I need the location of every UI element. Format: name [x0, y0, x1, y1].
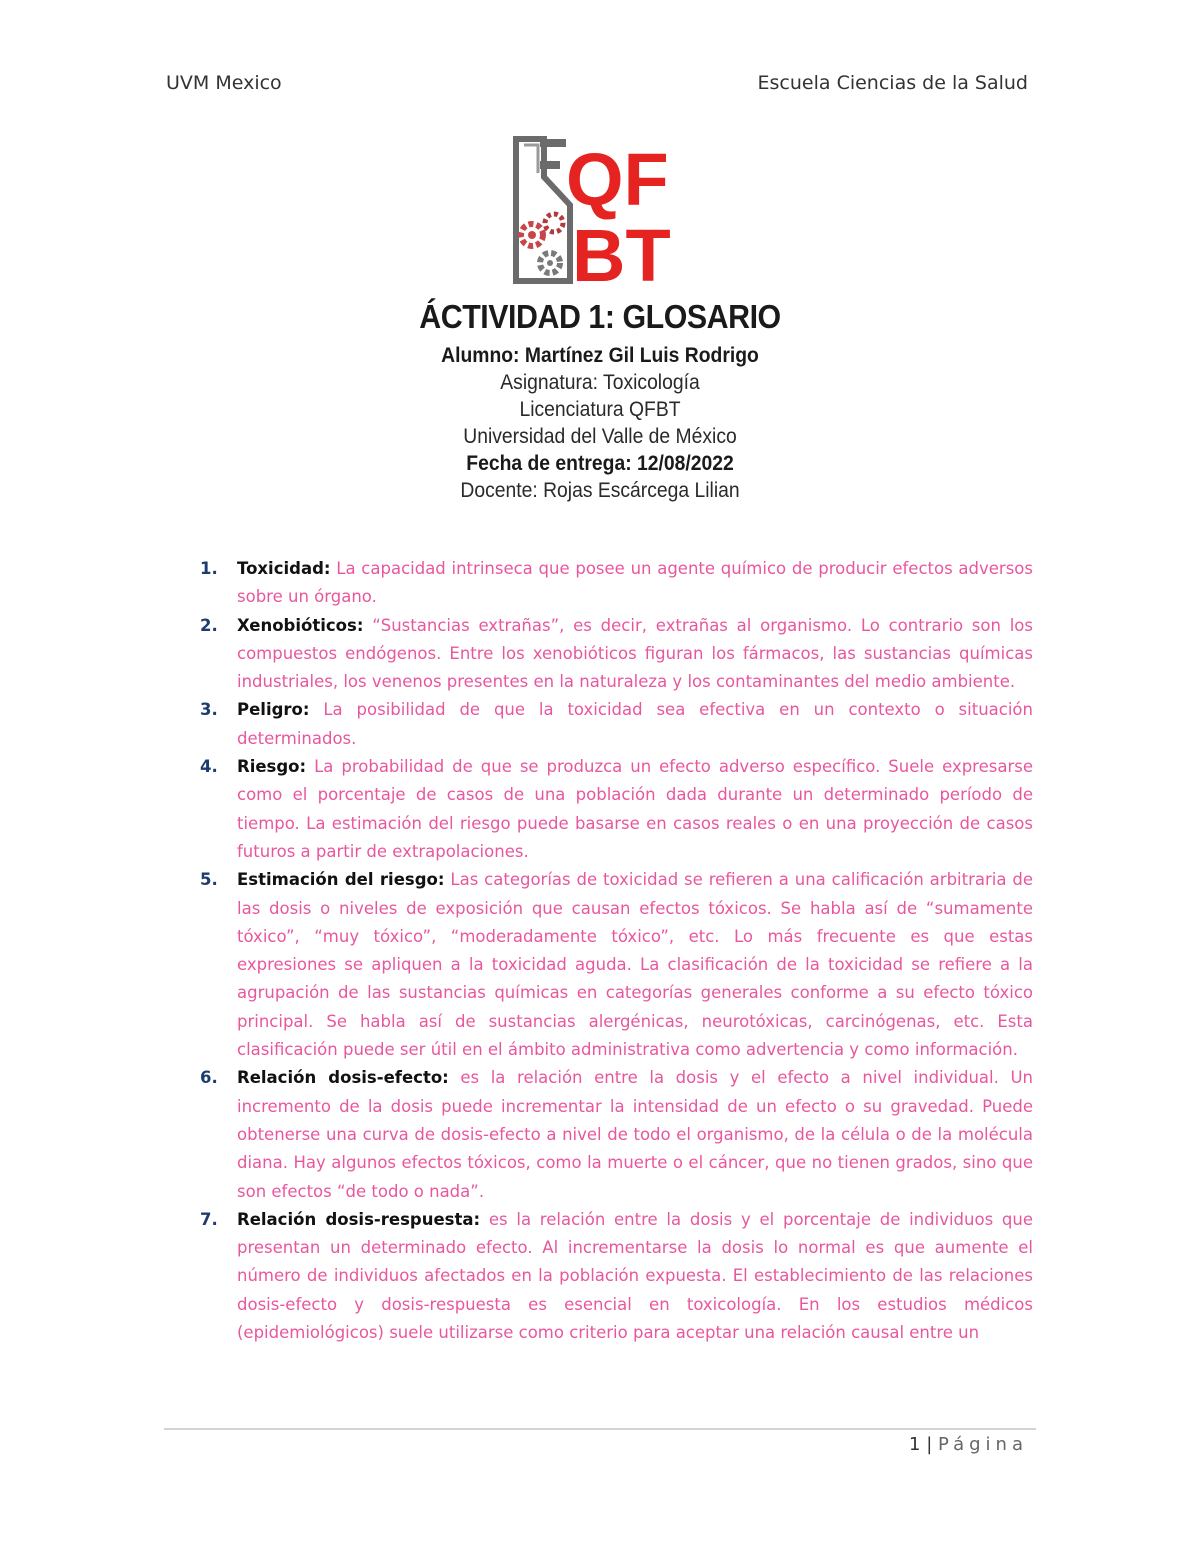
document-title: ÁCTIVIDAD 1: GLOSARIO	[419, 298, 781, 335]
item-term: Peligro:	[237, 700, 310, 720]
glossary-item	[197, 1064, 1033, 1205]
due-date-line: Fecha de entrega: 12/08/2022	[466, 452, 734, 475]
page-word: Página	[938, 1434, 1028, 1455]
item-number: 3.	[200, 700, 218, 720]
item-term: Estimación del riesgo:	[237, 870, 445, 890]
item-number: 7.	[200, 1209, 218, 1229]
item-number: 6.	[200, 1068, 218, 1088]
item-definition: La probabilidad de que se produzca un efecto adverso específico. Suele expresarse como el porcentaje de casos de una población dada durante un determinado período de tiempo. La estimación del riesgo puede basarse en casos reales o en una proyección de casos futuros a partir de extrapolaciones.	[237, 757, 1033, 861]
glossary-item	[197, 753, 1033, 866]
gear-icon	[521, 214, 563, 273]
item-definition: La capacidad intrinseca que posee un agente químico de producir efectos adversos sobre un órgano.	[237, 559, 1033, 607]
header-left-text: UVM Mexico	[166, 72, 282, 94]
item-number: 4.	[200, 757, 218, 777]
university-line: Universidad del Valle de México	[463, 425, 737, 448]
footer-divider	[164, 1428, 1036, 1430]
degree-line: Licenciatura QFBT	[519, 398, 681, 421]
logo-text-bottom: BT	[572, 214, 671, 285]
logo-text-top: QF	[566, 138, 669, 221]
glossary-item	[197, 1206, 1033, 1347]
item-number: 1.	[200, 559, 218, 578]
item-term: Toxicidad:	[237, 559, 331, 578]
page-separator: |	[926, 1434, 933, 1455]
item-definition: La posibilidad de que la toxicidad sea efectiva en un contexto o situación determinados.	[237, 700, 1033, 748]
item-definition: Las categorías de toxicidad se refieren a una calificación arbitraria de las dosis o niveles de exposición que causan efectos tóxicos. Se habla así de “sumamente tóxico”, “muy tóxico”, “moderadamente tóxico”, etc. Lo más frecuente es que estas expresiones se apliquen a la toxicidad aguda. La clasificación de la toxicidad se refiere a la agrupación de las sustancias químicas en categorías generales conforme a su efecto tóxico principal. Se habla así de sustancias alergénicas, neurotóxicas, carcinógenas, etc. Esta clasificación puede ser útil en el ámbito administrativa como advertencia y como información.	[237, 870, 1033, 1060]
item-number: 2.	[200, 615, 218, 635]
item-term: Relación dosis-respuesta:	[237, 1209, 481, 1229]
glossary-item	[197, 612, 1033, 697]
item-term: Riesgo:	[237, 757, 307, 777]
qfbt-logo	[510, 135, 690, 285]
page-number: 1	[909, 1434, 921, 1455]
item-definition: “Sustancias extrañas”, es decir, extrañas al organismo. Lo contrario son los compuestos endógenos. Entre los xenobióticos figuran los fármacos, las sustancias químicas industriales, los venenos presentes en la naturaleza y los contaminantes del medio ambiente.	[237, 615, 1033, 692]
item-definition: es la relación entre la dosis y el porcentaje de individuos que presentan un determinado efecto. Al incrementarse la dosis lo normal es que aumente el número de individuos afectados en la población expuesta. El establecimiento de las relaciones dosis-efecto y dosis-respuesta es esencial en toxicología. En los estudios médicos (epidemiológicos) suele utilizarse como criterio para aceptar una relación causal entre un	[237, 1209, 1033, 1343]
page-footer	[909, 1434, 1028, 1455]
item-definition: es la relación entre la dosis y el efecto a nivel individual. Un incremento de la dosis puede incrementar la intensidad de un efecto o su gravedad. Puede obtenerse una curva de dosis-efecto a nivel de todo el organismo, de la célula o de la molécula diana. Hay algunos efectos tóxicos, como la muerte o el cáncer, que no tienen grados, sino que son efectos “de todo o nada”.	[237, 1068, 1033, 1201]
glossary-list	[197, 555, 1033, 1347]
item-term: Relación dosis-efecto:	[237, 1068, 449, 1088]
teacher-line: Docente: Rojas Escárcega Lilian	[460, 479, 740, 502]
student-name: Alumno: Martínez Gil Luis Rodrigo	[441, 344, 759, 367]
header-right-text: Escuela Ciencias de la Salud	[757, 72, 1028, 94]
title-block	[0, 298, 1200, 504]
item-number: 5.	[200, 870, 218, 890]
glossary-item	[197, 555, 1033, 612]
glossary-item	[197, 866, 1033, 1064]
glossary-item	[197, 696, 1033, 753]
subject-line: Asignatura: Toxicología	[500, 371, 700, 394]
item-term: Xenobióticos:	[237, 615, 364, 635]
